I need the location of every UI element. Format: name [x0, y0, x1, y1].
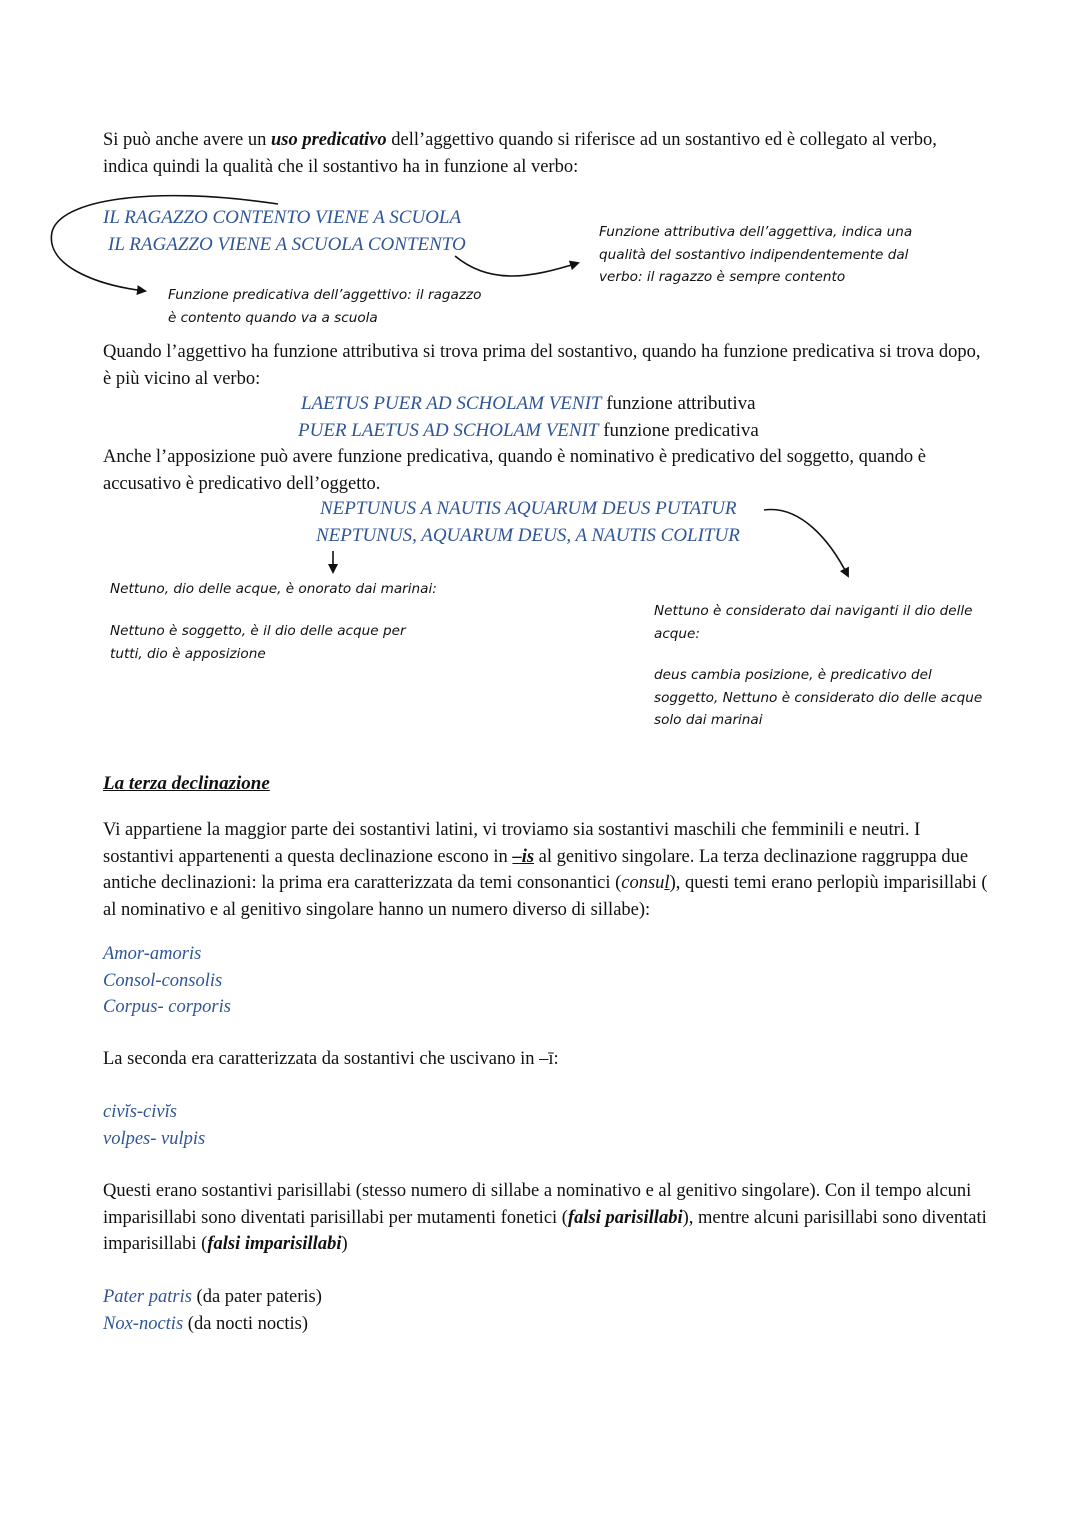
note-left-1: Nettuno, dio delle acque, è onorato dai marinai: — [110, 581, 437, 597]
genitive-suffix: –is — [512, 846, 535, 867]
example2-latin-2: PUER LAETUS AD SCHOLAM VENIT — [298, 420, 599, 441]
intro-emphasis: uso predicativo — [270, 130, 387, 150]
example-latin: Nox-noctis — [103, 1313, 184, 1334]
p3-text-b: ), mentre alcuni parisillabi sono diventati imparisillabi ( — [103, 1207, 987, 1254]
list-item: volpes- vulpis — [103, 1128, 206, 1149]
section-paragraph-2: La seconda era caratterizzata da sostantivi che uscivano in –ī: — [103, 1049, 559, 1069]
list-item: Consol-consolis — [103, 970, 223, 991]
example2-label-1: funzione attributiva — [601, 393, 756, 414]
list-item: Amor-amoris — [103, 944, 202, 964]
example1-line2: IL RAGAZZO VIENE A SCUOLA CONTENTO — [108, 234, 466, 255]
intro-text-end: dell’aggettivo quando si riferisce ad un sostantivo ed è collegato al verbo, indica quindi la qualità che il sostantivo ha in funzione al verbo: — [103, 130, 937, 177]
consul-example-b: l — [664, 873, 670, 893]
intro-text: Si può anche avere un — [103, 130, 271, 150]
section-title: La terza declinazione — [103, 773, 270, 794]
paragraph-apposizione: Anche l’apposizione può avere funzione predicativa, quando è nominativo è predicativo del soggetto, quando è accusativo è predicativo dell’oggetto. — [103, 447, 926, 494]
p1-text-c: ), questi temi erano perlopiù imparisillabi ( al nominativo e al genitivo singolare hanno un numero diverso di sillabe): — [103, 873, 988, 920]
p3-text-c: ) — [341, 1234, 348, 1254]
curve-arrow-right — [455, 256, 578, 276]
note-attributiva: Funzione attributiva dell’aggettiva, indica una qualità del sostantivo indipendentemente dal verbo: il ragazzo è sempre contento — [599, 224, 913, 285]
note-left-2: Nettuno è soggetto, è il dio delle acque per tutti, dio è apposizione — [110, 623, 406, 662]
p1-text-b: al genitivo singolare. La terza declinazione raggruppa due antiche declinazioni: la prima era caratterizzata da temi consonantici ( — [103, 846, 969, 893]
falsi-imparisillabi: falsi imparisillabi — [207, 1234, 342, 1254]
falsi-parisillabi: falsi parisillabi — [567, 1207, 683, 1228]
p1-text-a: Vi appartiene la maggior parte dei sostantivi latini, vi troviamo sia sostantivi maschili che femminili e neutri. I sostantivi appartenenti a questa declinazione escono in — [103, 820, 921, 867]
note-right-2: deus cambia posizione, è predicativo del soggetto, Nettuno è considerato dio delle acque solo dai marinai — [654, 667, 983, 728]
example-note: (da nocti noctis) — [183, 1313, 308, 1334]
paragraph-position: Quando l’aggettivo ha funzione attributiva si trova prima del sostantivo, quando ha funzione predicativa si trova dopo, è più vicino al verbo: — [103, 342, 981, 389]
curve-arrow-neptunus — [764, 510, 848, 576]
list-item: civĭs-civĭs — [103, 1102, 177, 1122]
example3-line2: NEPTUNUS, AQUARUM DEUS, A NAUTIS COLITUR — [316, 525, 740, 546]
example-latin: Pater patris — [103, 1287, 192, 1307]
list-item: Corpus- corporis — [103, 997, 231, 1017]
consul-example-a: consu — [621, 873, 665, 893]
p3-text-a: Questi erano sostantivi parisillabi (stesso numero di sillabe a nominativo e al genitivo singolare). Con il tempo alcuni imparisillabi sono diventati parisillabi per mutamenti fonetici ( — [103, 1181, 972, 1228]
example-note: (da pater pateris) — [191, 1287, 322, 1307]
example2-label-2: funzione predicativa — [598, 420, 759, 441]
note-right-1: Nettuno è considerato dai naviganti il dio delle acque: — [654, 603, 973, 642]
example3-line1: NEPTUNUS A NAUTIS AQUARUM DEUS PUTATUR — [320, 498, 737, 519]
note-predicativa: Funzione predicativa dell’aggettivo: il ragazzo è contento quando va a scuola — [168, 287, 482, 326]
example2-latin-1: LAETUS PUER AD SCHOLAM VENIT — [301, 393, 602, 414]
curve-arrow-left — [51, 196, 278, 291]
example1-line1: IL RAGAZZO CONTENTO VIENE A SCUOLA — [103, 207, 462, 228]
